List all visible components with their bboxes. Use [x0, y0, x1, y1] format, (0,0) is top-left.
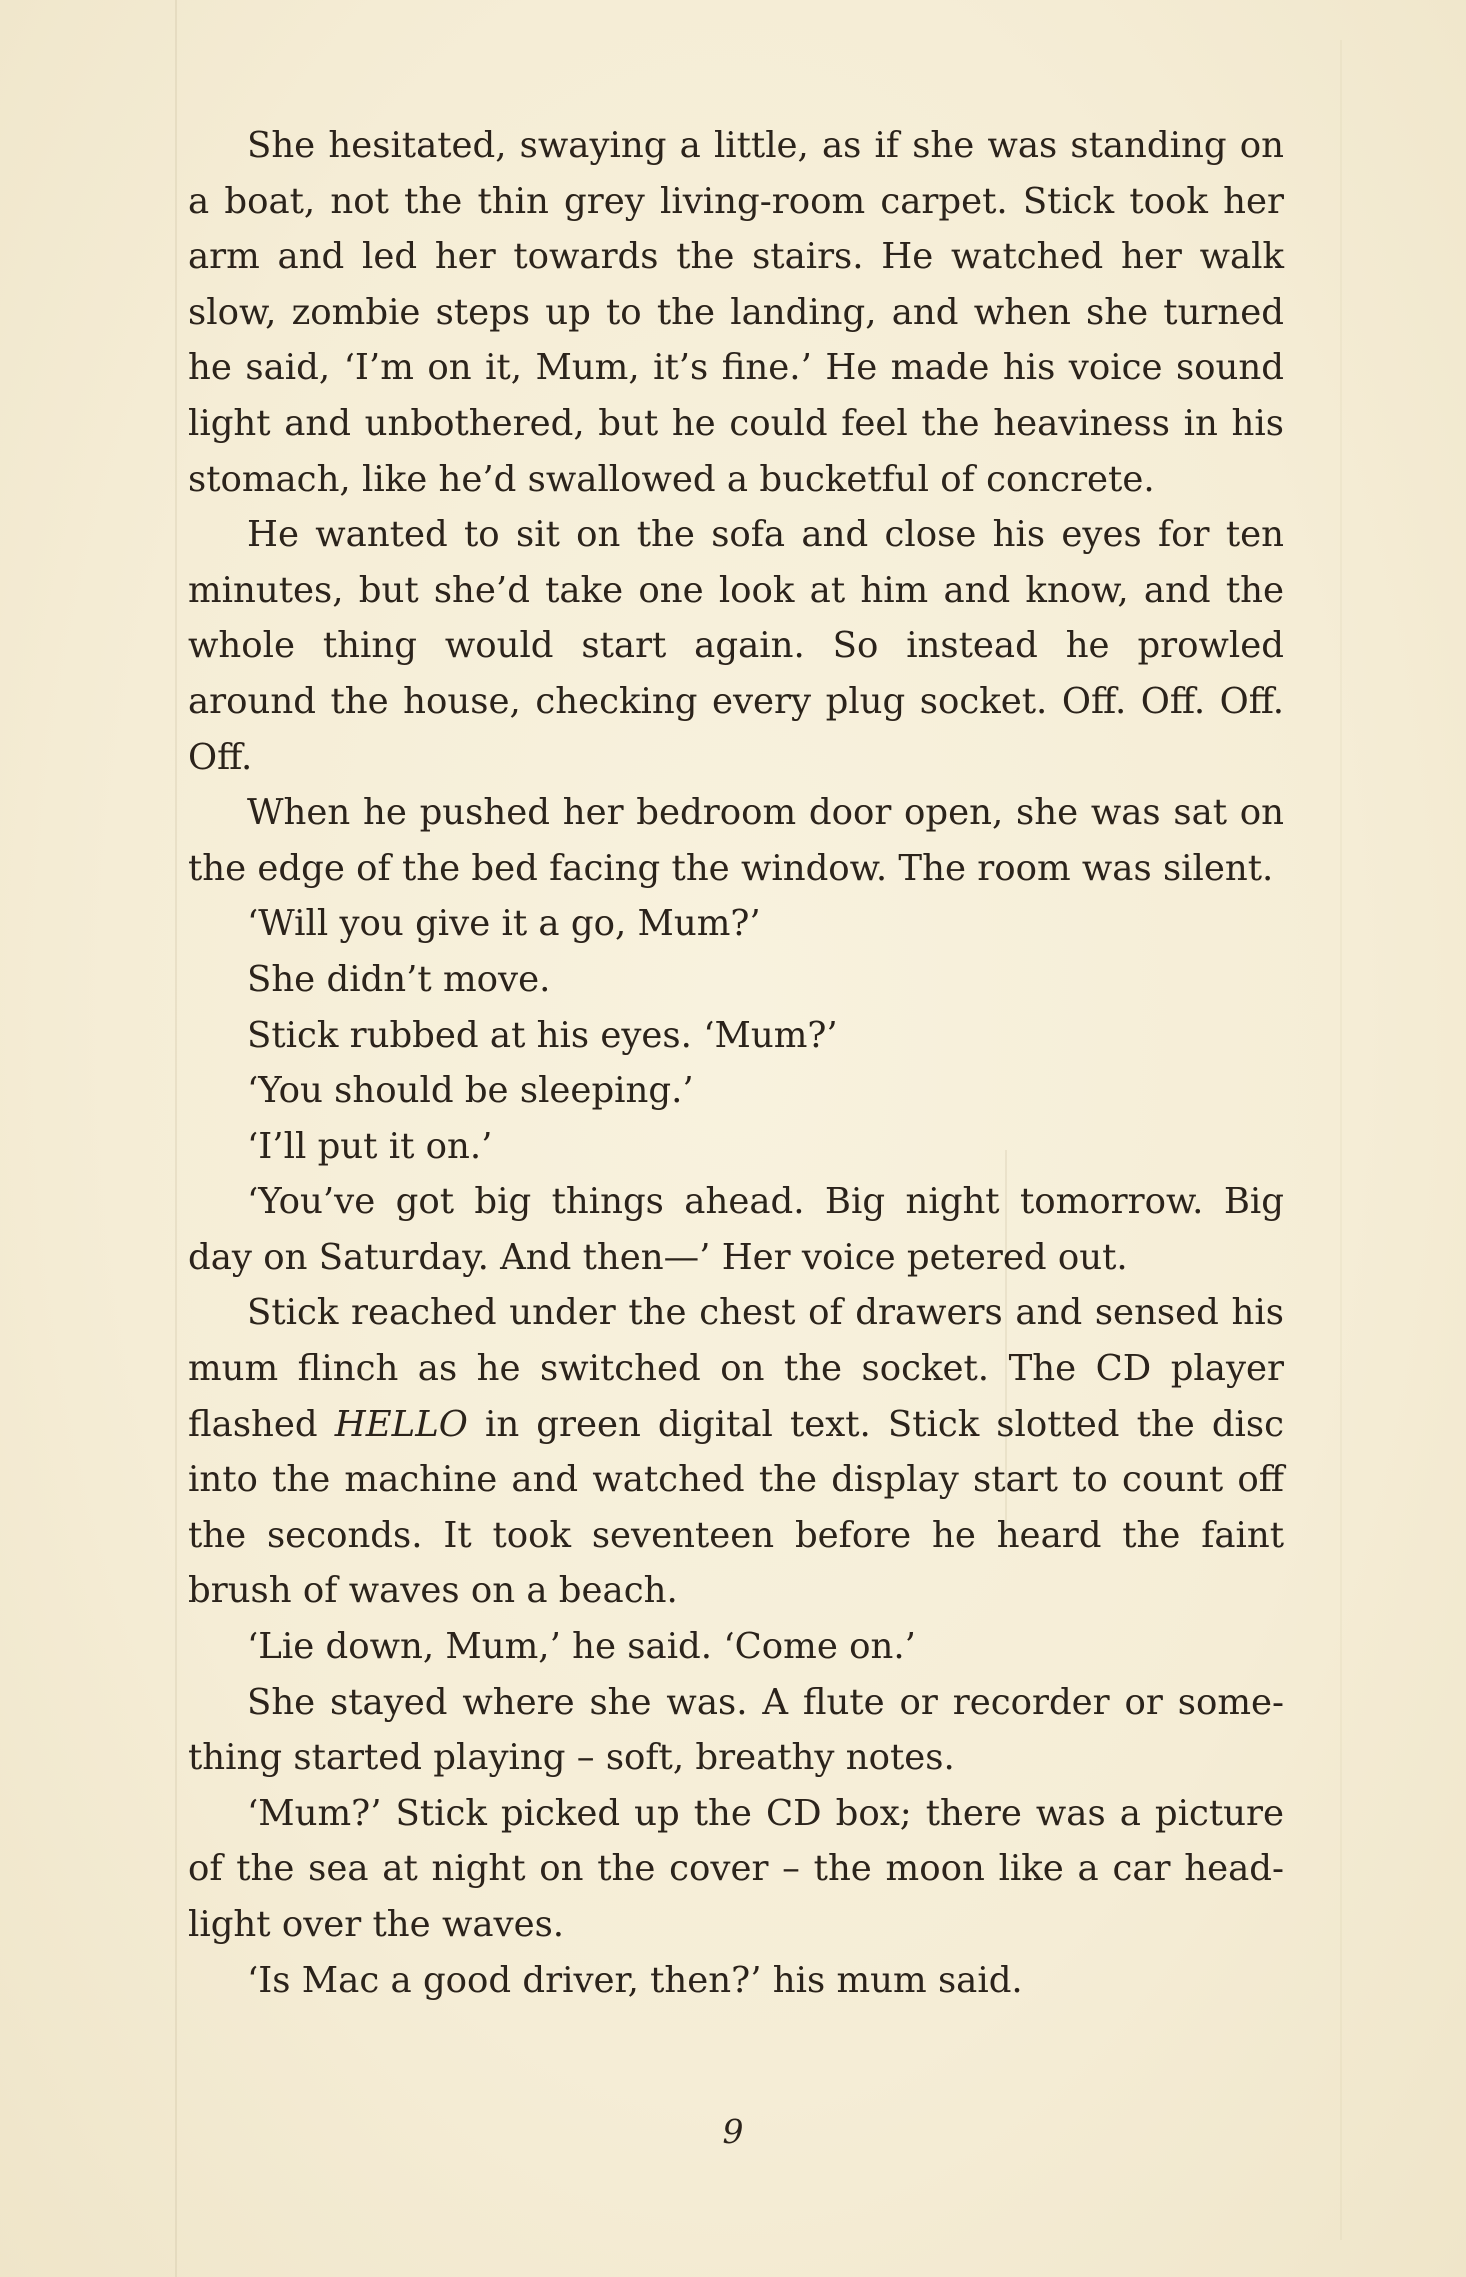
paragraph: Stick rubbed at his eyes. ‘Mum?’ — [247, 1014, 838, 1056]
body-text — [188, 118, 1284, 2008]
paragraph: ‘I’ll put it on.’ — [247, 1125, 493, 1167]
paragraph: When he pushed her bedroom door open, she was sat on the edge of the bed facing the window. The room was silent. — [188, 792, 1284, 889]
paragraph: ‘Mum?’ Stick picked up the CD box; there was a picture of the sea at night on the cover – the moon like a car headlight over the waves. — [188, 1792, 1284, 1945]
emphasis-text: HELLO — [334, 1403, 468, 1445]
paragraph: He wanted to sit on the sofa and close his eyes for ten minutes, but she’d take one look at him and know, and the whole thing would start again. So instead he prowled around the house, checking every plug socket. Off. Off. Off. Off. — [188, 514, 1284, 778]
paragraph-text: in green digital text. Stick slotted the disc into the machine and watched the display start to count off the seconds. It took seventeen before he heard the faint brush of waves on a beach. — [188, 1403, 1284, 1612]
paragraph: She didn’t move. — [247, 958, 551, 1000]
paragraph: ‘Lie down, Mum,’ he said. ‘Come on.’ — [247, 1626, 916, 1668]
paragraph — [188, 1285, 1284, 1619]
paragraph: She stayed where she was. A flute or recorder or something started playing – soft, breathy notes. — [188, 1681, 1284, 1779]
paragraph: She hesitated, swaying a little, as if she was standing on a boat, not the thin grey living-room carpet. Stick took her arm and led her towards the stairs. He watched her walk slow, zombie steps up to the landing, and when she turned he said, ‘I’m on it, Mum, it’s fine.’ He made his voice sound light and unbothered, but he could feel the heaviness in his stomach, like he’d swallowed a bucketful of concrete. — [188, 125, 1284, 500]
paragraph: ‘Will you give it a go, Mum?’ — [247, 903, 761, 945]
page-number: 9 — [722, 2112, 744, 2151]
paragraph: ‘You should be sleeping.’ — [247, 1070, 694, 1112]
page-crease — [175, 0, 177, 2277]
paragraph: ‘Is Mac a good driver, then?’ his mum said. — [247, 1959, 1023, 2001]
page-crease — [1340, 40, 1342, 2240]
paragraph-text: Stick reached under the chest of drawers and sensed his mum flinch as he switched on the socket. The CD player flashed — [188, 1292, 1284, 1445]
paragraph: ‘You’ve got big things ahead. Big night tomorrow. Big day on Saturday. And then—’ Her voice petered out. — [188, 1181, 1284, 1278]
